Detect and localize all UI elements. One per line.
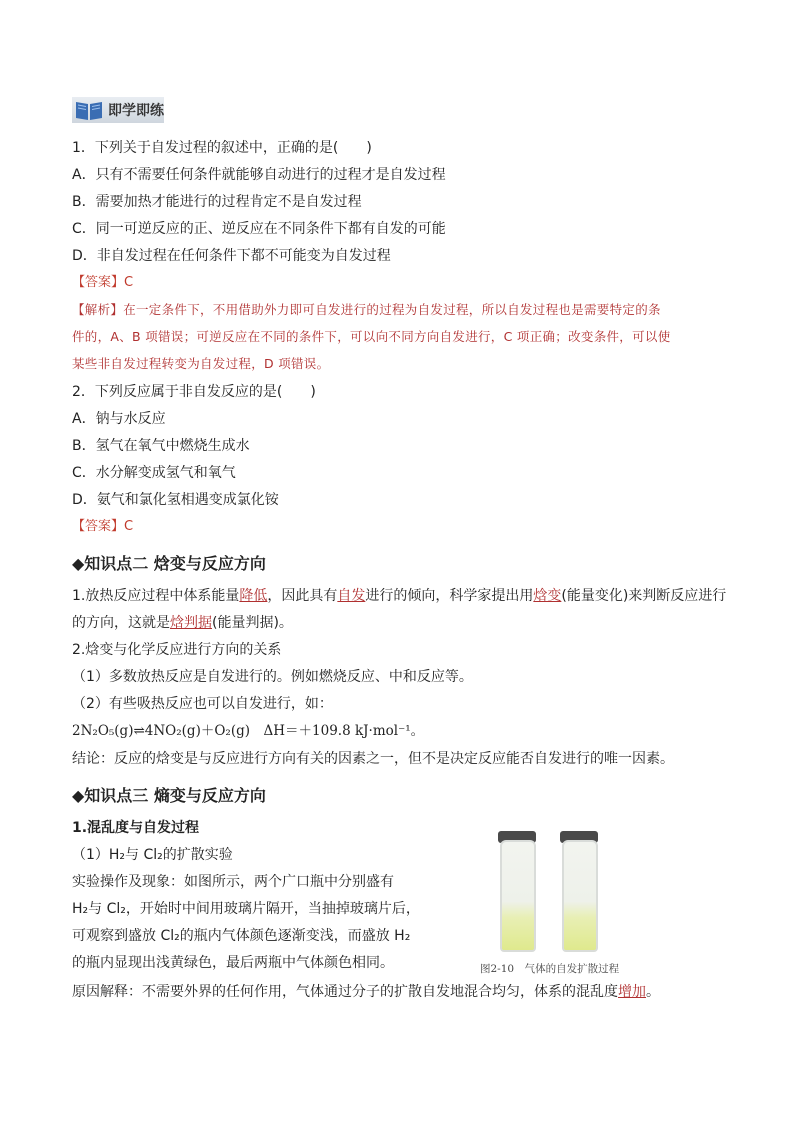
q1-explanation-line-3: 某些非自发过程转变为自发过程，D 项错误。	[72, 356, 330, 371]
q1-explanation-line-1: 【解析】在一定条件下，不用借助外力即可自发进行的过程为自发过程，所以自发过程也是需要特定的条	[72, 302, 661, 317]
bottle-right	[562, 840, 598, 952]
underlined-term: 降低	[239, 588, 268, 604]
q2-option-a: A．钠与水反应	[72, 411, 166, 427]
section2-conclusion: 结论：反应的焓变是与反应进行方向有关的因素之一，但不是决定反应能否自发进行的唯一因素。	[72, 751, 674, 767]
q1-answer: 【答案】C	[72, 275, 134, 290]
section3-subheading: 1.混乱度与自发过程	[72, 820, 200, 836]
bottle-left	[500, 840, 536, 952]
q1-explanation-line-2: 件的，A、B 项错误；可逆反应在不同的条件下，可以向不同方向自发进行，C 项正确；改变条件，可以使	[72, 329, 671, 344]
section3-line-2: 实验操作及现象：如图所示，两个广口瓶中分别盛有	[72, 874, 394, 890]
q2-stem: 2．下列反应属于非自发反应的是( )	[72, 384, 316, 400]
section3-line-3: H₂与 Cl₂，开始时中间用玻璃片隔开，当抽掉玻璃片后，	[72, 901, 420, 917]
q1-option-c: C．同一可逆反应的正、逆反应在不同条件下都有自发的可能	[72, 221, 446, 237]
q1-option-b: B．需要加热才能进行的过程肯定不是自发过程	[72, 194, 362, 210]
section3-line-5: 的瓶内显现出浅黄绿色，最后两瓶中气体颜色相同。	[72, 955, 394, 971]
q2-option-c: C．水分解变成氢气和氧气	[72, 465, 236, 481]
section3-reason: 原因解释：不需要外界的任何作用，气体通过分子的扩散自发地混合均匀，体系的混乱度增加。	[72, 984, 660, 1000]
underlined-term: 焓变	[533, 588, 562, 604]
underlined-term: 焓判据	[170, 615, 212, 631]
q2-answer: 【答案】C	[72, 519, 134, 534]
open-book-icon	[74, 99, 104, 121]
section2-point-2: 2.焓变与化学反应进行方向的关系	[72, 642, 282, 658]
section2-paragraph-line-1: 1.放热反应过程中体系能量降低，因此具有自发进行的倾向，科学家提出用焓变(能量变化)来判断反应进行	[72, 588, 727, 604]
reaction-equation: 2N₂O₅(g)⇌4NO₂(g)＋O₂(g) ΔH＝＋109.8 kJ·mol⁻¹。	[72, 723, 425, 739]
tag-label: 即学即练	[108, 103, 164, 119]
q1-stem: 1．下列关于自发过程的叙述中，正确的是( )	[72, 140, 372, 156]
q2-option-b: B．氢气在氧气中燃烧生成水	[72, 438, 250, 454]
section3-line-4: 可观察到盛放 Cl₂的瓶内气体颜色逐渐变浅，而盛放 H₂	[72, 928, 411, 944]
underlined-term: 自发	[337, 588, 366, 604]
section3-heading: ◆知识点三 熵变与反应方向	[72, 786, 266, 805]
section2-point-2-1: （1）多数放热反应是自发进行的。例如燃烧反应、中和反应等。	[72, 669, 473, 685]
section3-line-1: （1）H₂与 Cl₂的扩散实验	[72, 847, 233, 863]
q1-option-d: D．非自发过程在任何条件下都不可能变为自发过程	[72, 248, 391, 264]
q2-option-d: D．氨气和氯化氢相遇变成氯化铵	[72, 492, 279, 508]
section2-heading: ◆知识点二 焓变与反应方向	[72, 554, 266, 573]
figure-caption: 图2-10 气体的自发扩散过程	[480, 963, 620, 975]
section-tag	[72, 97, 164, 123]
underlined-term: 增加	[618, 984, 646, 1000]
section2-paragraph-line-2: 的方向，这就是焓判据(能量判据)。	[72, 615, 293, 631]
section2-point-2-2: （2）有些吸热反应也可以自发进行，如：	[72, 696, 333, 712]
q1-option-a: A．只有不需要任何条件就能够自动进行的过程才是自发过程	[72, 167, 446, 183]
